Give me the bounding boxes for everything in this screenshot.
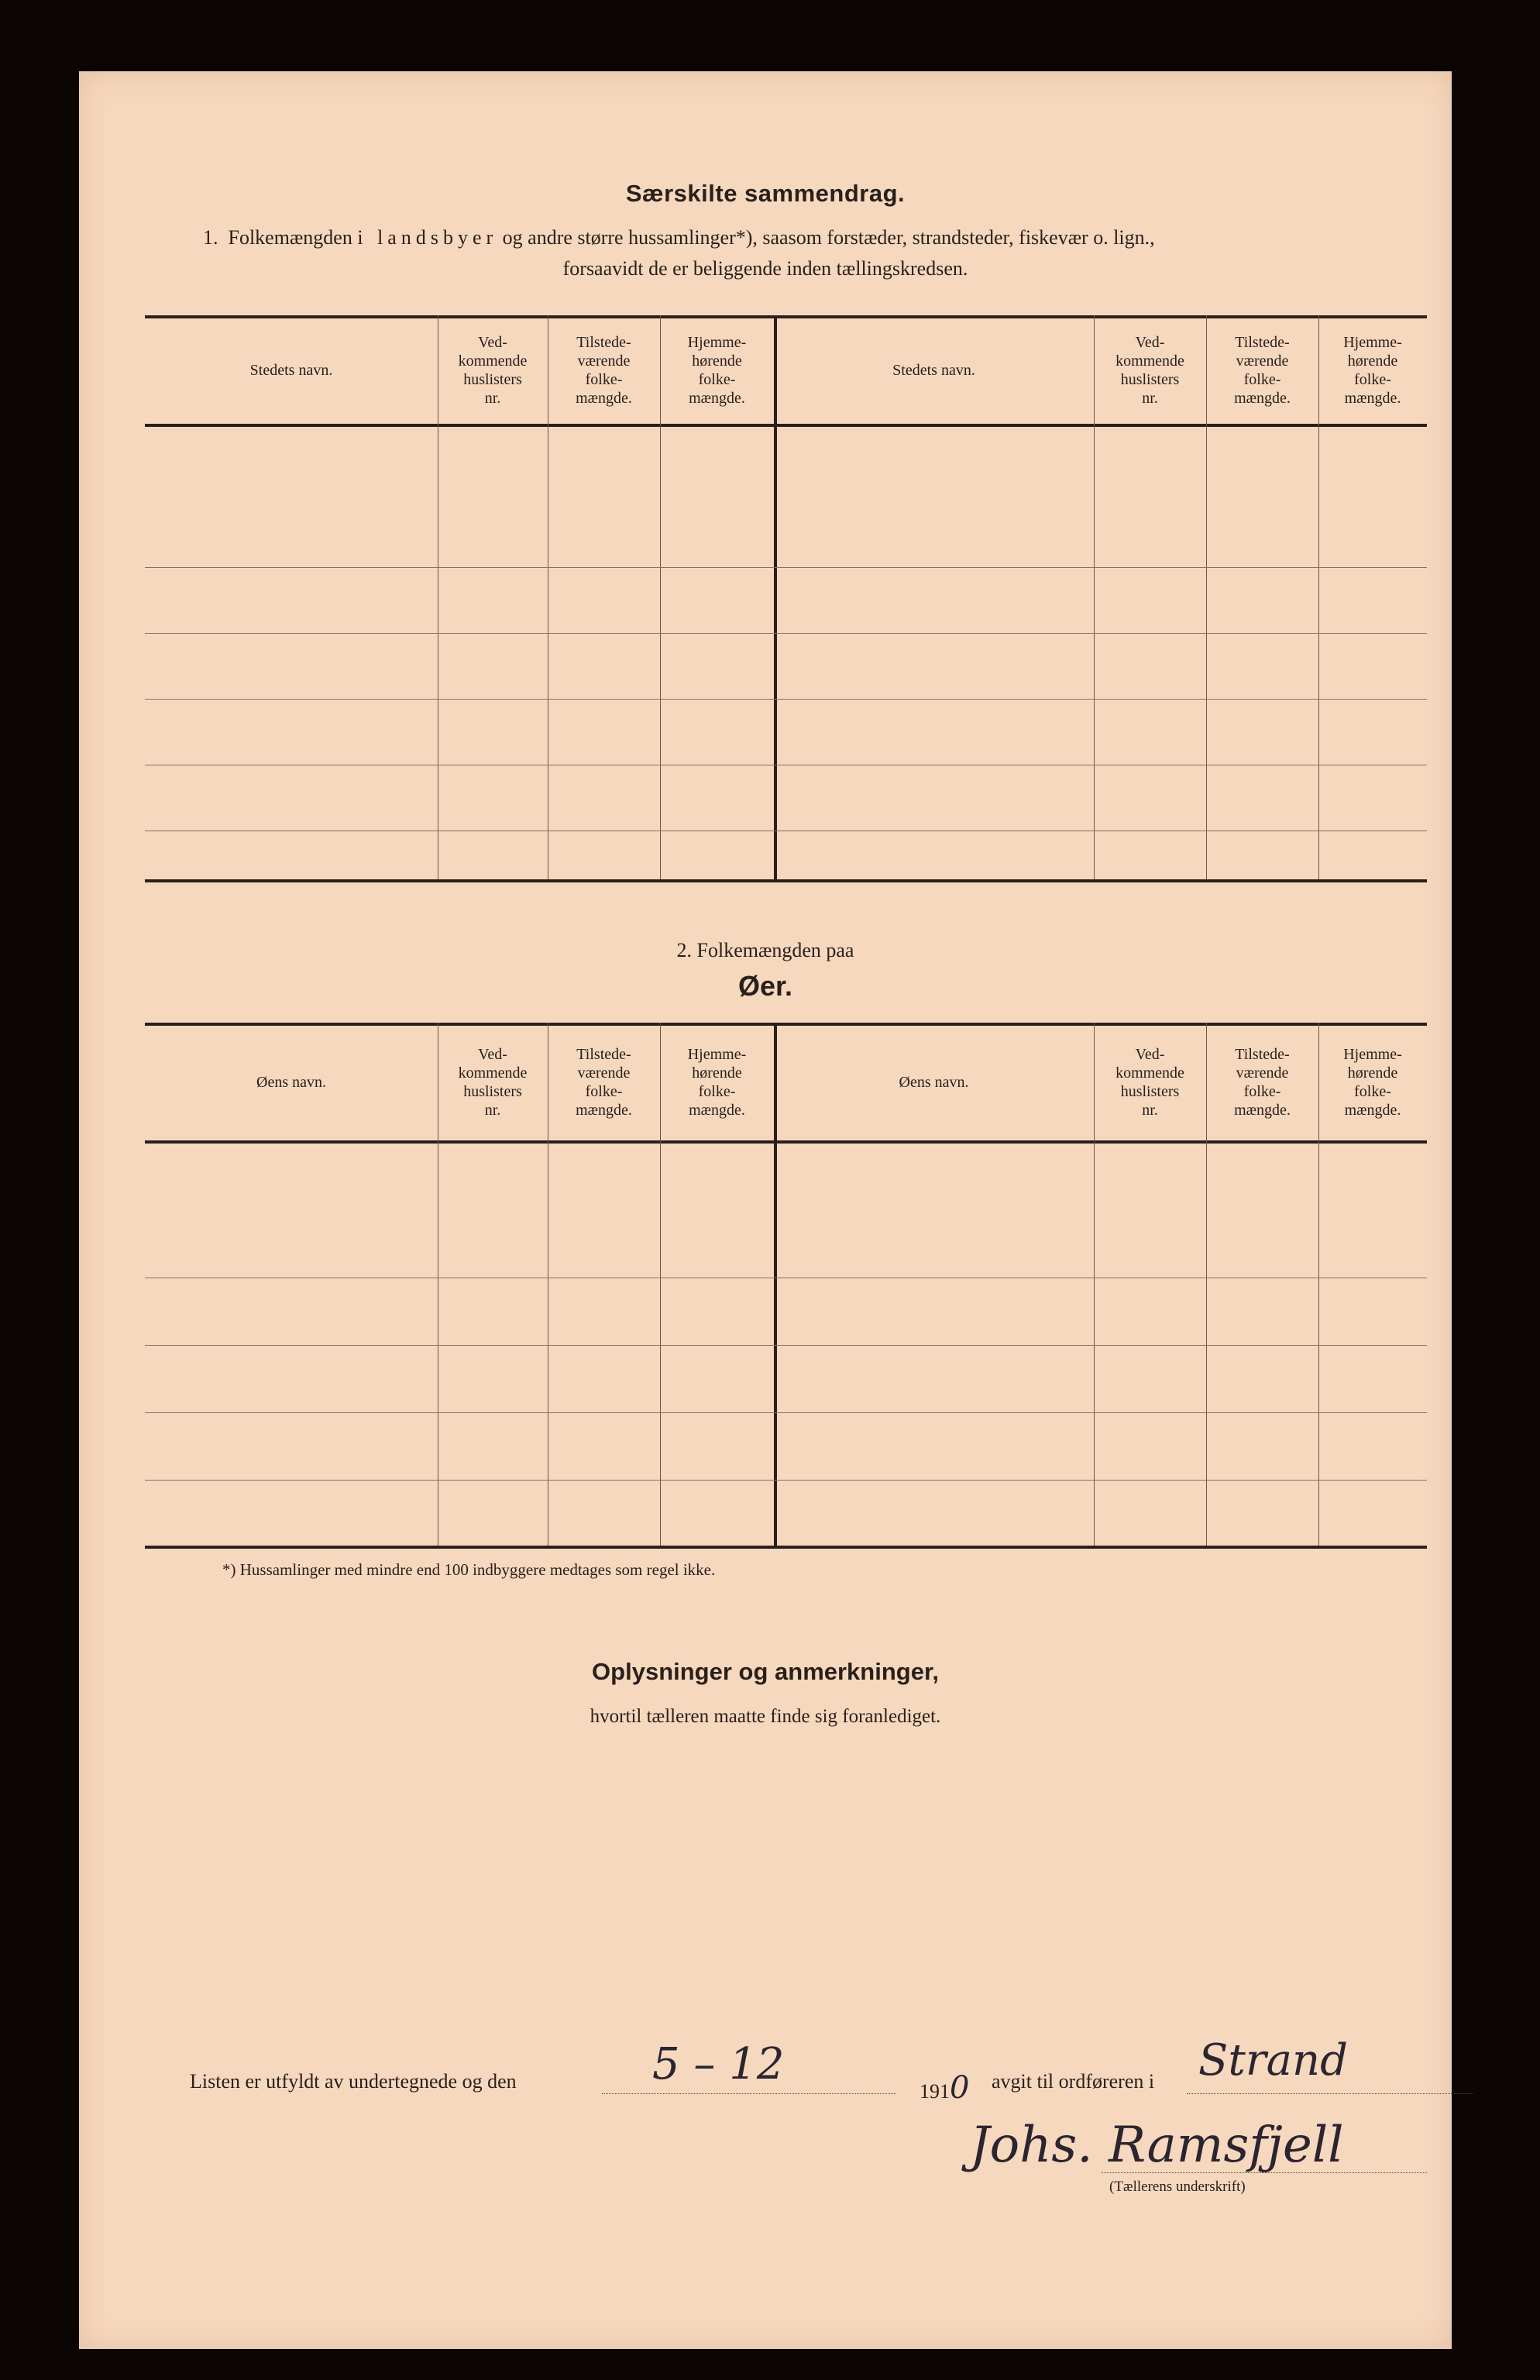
table1-header-name: Stedets navn.: [249, 362, 333, 379]
footnote: *) Hussamlinger med mindre end 100 indbyggere medtages som regel ikke.: [222, 1560, 716, 1579]
section1-intro-line2: forsaavidt de er beliggende inden tællingskredsen.: [562, 257, 968, 280]
table1-header-list-nr: Ved- kommende huslisters nr.: [1115, 334, 1184, 407]
table2-row-rule: [145, 1412, 1427, 1413]
section3-title: Oplysninger og anmerkninger,: [592, 1658, 939, 1685]
table1-row-rule: [145, 633, 1427, 634]
table2-header-list-nr: Ved- kommende huslisters nr.: [458, 1046, 528, 1119]
table2-bottom-rule: [145, 1546, 1427, 1549]
table1-header-present: Tilstede- værende folke- mængde.: [576, 334, 632, 407]
table2-header-rule: [145, 1140, 1427, 1144]
table1-header-list-nr: Ved- kommende huslisters nr.: [458, 334, 528, 407]
place-underline: [1187, 2093, 1473, 2094]
table1-row-rule: [145, 699, 1427, 700]
signature-caption: (Tællerens underskrift): [1109, 2179, 1246, 2195]
year-handwritten: 0: [950, 2070, 970, 2106]
table2-header-name: Øens navn.: [899, 1074, 969, 1091]
section2-number-line: 2. Folkemængden paa: [676, 939, 854, 961]
table2-header-name: Øens navn.: [256, 1074, 326, 1091]
table2-top-rule: [145, 1023, 1427, 1026]
table1-header-rule: [145, 424, 1427, 427]
section1-intro-a: Folkemængden: [228, 226, 352, 249]
census-form-page: [79, 71, 1452, 2349]
table2-row-rule: [145, 1345, 1427, 1346]
table2-header-present: Tilstede- værende folke- mængde.: [576, 1046, 632, 1119]
handwritten-date: 5 – 12: [652, 2039, 785, 2089]
section1-intro-number: 1.: [203, 226, 218, 249]
section3-subtitle: hvortil tælleren maatte finde sig foranlediget.: [590, 1706, 941, 1727]
signature-underline: [1102, 2172, 1427, 2173]
table1-header-resident: Hjemme- hørende folke- mængde.: [1343, 334, 1402, 407]
table1-header-name: Stedets navn.: [892, 362, 975, 379]
table1-bottom-rule: [145, 879, 1427, 882]
handwritten-place: Strand: [1198, 2035, 1348, 2086]
table1-top-rule: [145, 315, 1427, 318]
section1-intro-line1: [203, 226, 1155, 249]
section1-title: Særskilte sammendrag.: [625, 180, 906, 207]
date-underline: [602, 2093, 896, 2094]
table2-row-rule: [145, 1480, 1427, 1481]
table1-row-rule: [145, 567, 1427, 568]
section1-intro-b: i landsbyer: [357, 226, 498, 249]
signoff-year: [920, 2070, 969, 2106]
table2-header-resident: Hjemme- hørende folke- mængde.: [1343, 1046, 1402, 1119]
table1-header-resident: Hjemme- hørende folke- mængde.: [687, 334, 747, 407]
table2-header-resident: Hjemme- hørende folke- mængde.: [687, 1046, 747, 1119]
signoff-text-a: Listen er utfyldt av undertegnede og den: [190, 2070, 517, 2093]
section2-title: Øer.: [737, 970, 793, 1002]
year-printed: 191: [920, 2080, 950, 2103]
signoff-text-b: avgit til ordføreren i: [992, 2070, 1155, 2093]
table2-header-list-nr: Ved- kommende huslisters nr.: [1115, 1046, 1184, 1119]
table1-header-present: Tilstede- værende folke- mængde.: [1234, 334, 1291, 407]
table2-header-present: Tilstede- værende folke- mængde.: [1234, 1046, 1291, 1119]
handwritten-signature: Johs. Ramsfjell: [970, 2117, 1344, 2174]
section1-intro-c: og andre større hussamlinger*), saasom forstæder, strandsteder, fiskevær o. lign.,: [502, 226, 1155, 249]
